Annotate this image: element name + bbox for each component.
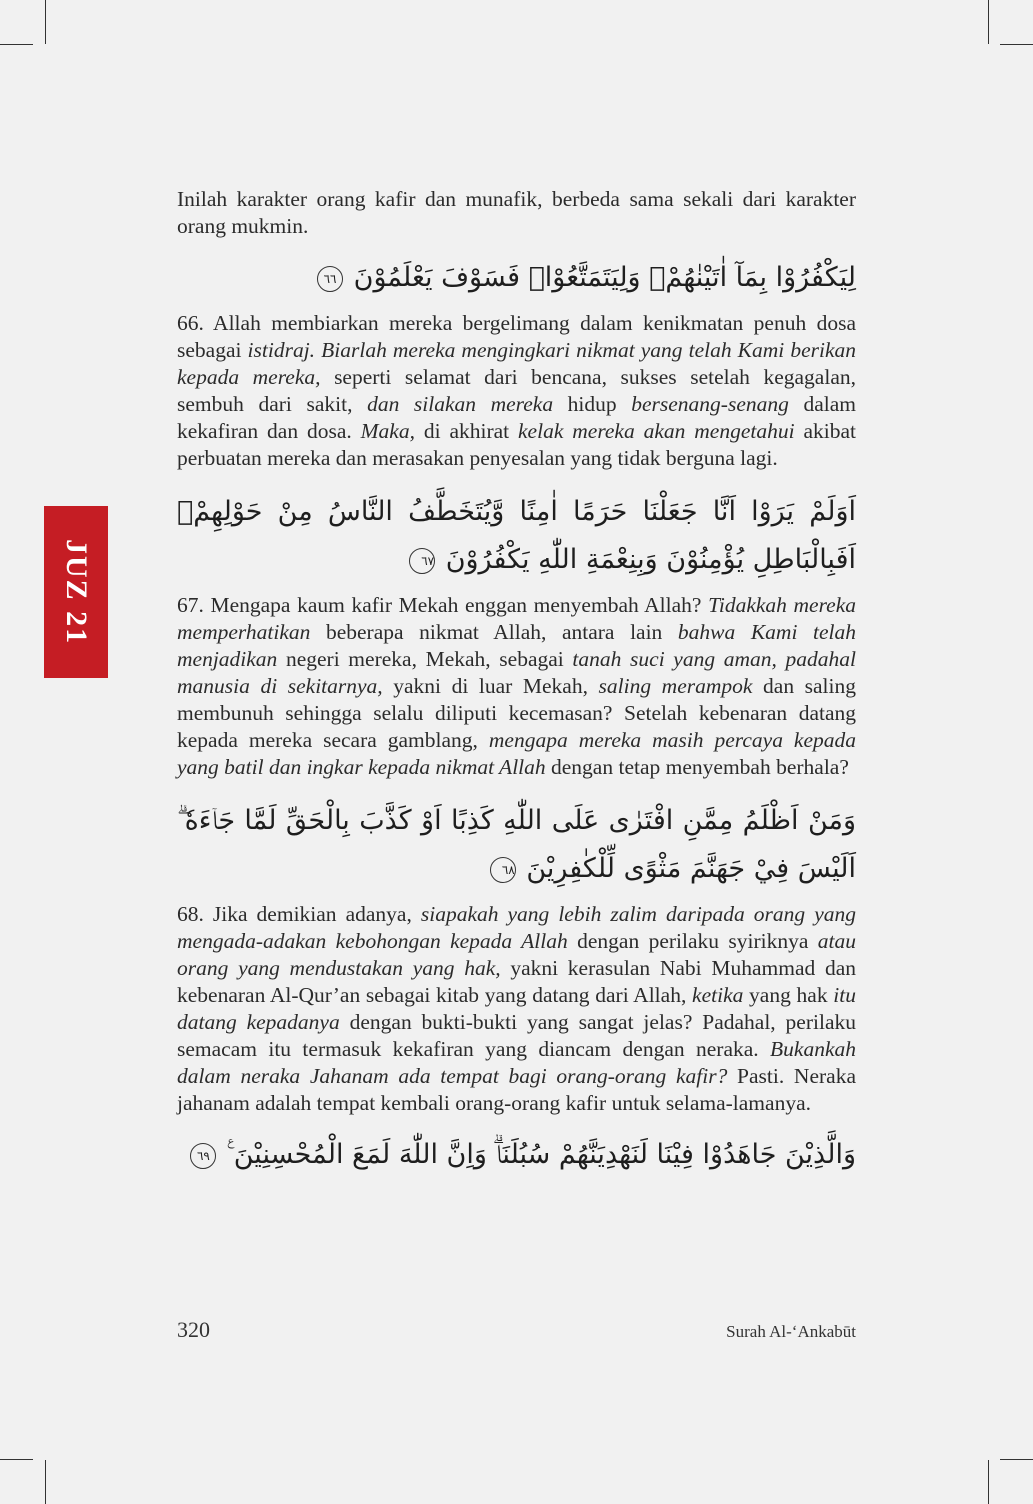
intro-paragraph: Inilah karakter orang kafir dan munafik, berbeda sama sekali dari karakter orang mukmin.	[177, 187, 856, 238]
crop-mark	[1000, 1459, 1033, 1460]
crop-mark	[45, 1460, 46, 1504]
running-footer-surah: Surah Al-‘Ankabūt	[726, 1322, 856, 1341]
crop-mark	[0, 1459, 33, 1460]
text-segment: 67. Mengapa kaum kafir Mekah enggan menyembah Allah?	[177, 593, 709, 617]
italic-text-segment: tanah suci yang aman, padahal manusia di sekitarnya,	[177, 647, 857, 698]
verse-66-arabic: لِيَكْفُرُوْا بِمَآ اٰتَيْنٰهُمْۙ وَلِيَتَمَتَّعُوْاۗ فَسَوْفَ يَعْلَمُوْنَ ٦٦	[177, 254, 856, 302]
italic-text-segment: mengapa mereka masih percaya kepada yang batil dan ingkar kepada nikmat Allah	[177, 728, 856, 779]
crop-mark	[988, 1460, 989, 1504]
text-segment: akibat perbuatan mereka dan merasakan penyesalan yang tidak berguna lagi.	[177, 419, 856, 470]
crop-mark	[1000, 44, 1033, 45]
crop-mark	[988, 0, 989, 44]
ayah-number-marker: ٦٦	[317, 266, 343, 292]
italic-text-segment: Tidakkah mereka memperhatikan	[177, 593, 856, 644]
text-segment: yakni di luar Mekah,	[382, 674, 599, 698]
text-segment: beberapa nikmat Allah, antara lain	[310, 620, 678, 644]
page-number: 320	[177, 1317, 210, 1342]
italic-text-segment: siapakah yang lebih zalim daripada orang yang mengada-adakan kebohongan kepada Allah	[177, 902, 856, 953]
text-segment: negeri mereka, Mekah, sebagai	[277, 647, 573, 671]
text-segment: dengan tetap menyembah berhala?	[545, 755, 849, 779]
text-segment: 68. Jika demikian adanya,	[177, 902, 421, 926]
verse-69-arabic: وَالَّذِيْنَ جَاهَدُوْا فِيْنَا لَنَهْدِيَنَّهُمْ سُبُلَنَاۗ وَاِنَّ اللّٰهَ لَمَعَ الْمُحْسِنِيْنَ ࣖ ٦٩	[177, 1131, 856, 1179]
text-segment: Pasti. Neraka jahanam adalah tempat kembali orang-orang kafir untuk selama-lamanya.	[177, 1064, 856, 1115]
verse-68-commentary	[177, 901, 856, 1117]
text-segment: dan saling membunuh sehingga selalu diliputi kecemasan? Setelah kebenaran datang kepada mereka secara gamblang,	[177, 674, 856, 752]
text-segment: di akhirat	[414, 419, 519, 443]
text-segment: yakni kerasulan Nabi Muhammad dan kebenaran Al-Qur’an sebagai kitab yang datang dari Allah,	[177, 956, 856, 1007]
crop-mark	[0, 44, 33, 45]
italic-text-segment: atau orang yang mendustakan yang hak,	[177, 929, 857, 980]
juz-tab	[44, 506, 108, 678]
juz-tab-label: JUZ 21	[60, 538, 93, 646]
italic-text-segment: saling merampok	[598, 674, 753, 698]
text-segment: seperti selamat dari bencana, sukses setelah kegagalan, sembuh dari sakit,	[177, 365, 856, 416]
verse-67-commentary	[177, 592, 856, 781]
verse-68-arabic: وَمَنْ اَظْلَمُ مِمَّنِ افْتَرٰى عَلَى اللّٰهِ كَذِبًا اَوْ كَذَّبَ بِالْحَقِّ لَمَّا جَاۤءَهٗ ۗ اَلَيْسَ فِيْ جَهَنَّمَ مَثْوًى لِّلْكٰفِرِيْنَ ٦٨	[177, 805, 856, 884]
italic-text-segment: kelak mereka akan mengetahui	[518, 419, 795, 443]
text-segment: 66. Allah membiarkan mereka bergelimang dalam kenikmatan penuh dosa sebagai	[177, 311, 856, 362]
text-segment: dalam kekafiran dan dosa.	[177, 392, 856, 443]
ayah-number-marker: ٦٨	[490, 857, 516, 883]
text-segment: hidup	[553, 392, 632, 416]
italic-text-segment: dan silakan mereka	[367, 392, 554, 416]
page-content	[177, 186, 856, 1187]
text-segment: dengan bukti-bukti yang sangat jelas? Padahal, perilaku semacam itu termasuk kekafiran yang diancam dengan neraka.	[177, 1010, 856, 1061]
italic-text-segment: Maka,	[360, 419, 415, 443]
italic-text-segment: ketika	[692, 983, 744, 1007]
text-segment: yang hak	[743, 983, 834, 1007]
verse-67-arabic: اَوَلَمْ يَرَوْا اَنَّا جَعَلْنَا حَرَمًا اٰمِنًا وَّيُتَخَطَّفُ النَّاسُ مِنْ حَوْلِهِمْۗ اَفَبِالْبَاطِلِ يُؤْمِنُوْنَ وَبِنِعْمَةِ اللّٰهِ يَكْفُرُوْنَ ٦٧	[177, 496, 856, 575]
crop-mark	[45, 0, 46, 44]
italic-text-segment: itu datang kepadanya	[177, 983, 856, 1034]
ayah-number-marker: ٦٩	[190, 1143, 216, 1169]
italic-text-segment: bersenang-senang	[631, 392, 789, 416]
ayah-number-marker: ٦٧	[409, 548, 435, 574]
text-segment: dengan perilaku syiriknya	[567, 929, 818, 953]
italic-text-segment: Bukankah dalam neraka Jahanam ada tempat bagi orang-orang kafir?	[177, 1037, 856, 1088]
italic-text-segment: bahwa Kami telah menjadikan	[177, 620, 857, 671]
italic-text-segment: istidraj. Biarlah mereka mengingkari nikmat yang telah Kami berikan kepada mereka,	[177, 338, 857, 389]
verse-66-commentary	[177, 310, 856, 472]
